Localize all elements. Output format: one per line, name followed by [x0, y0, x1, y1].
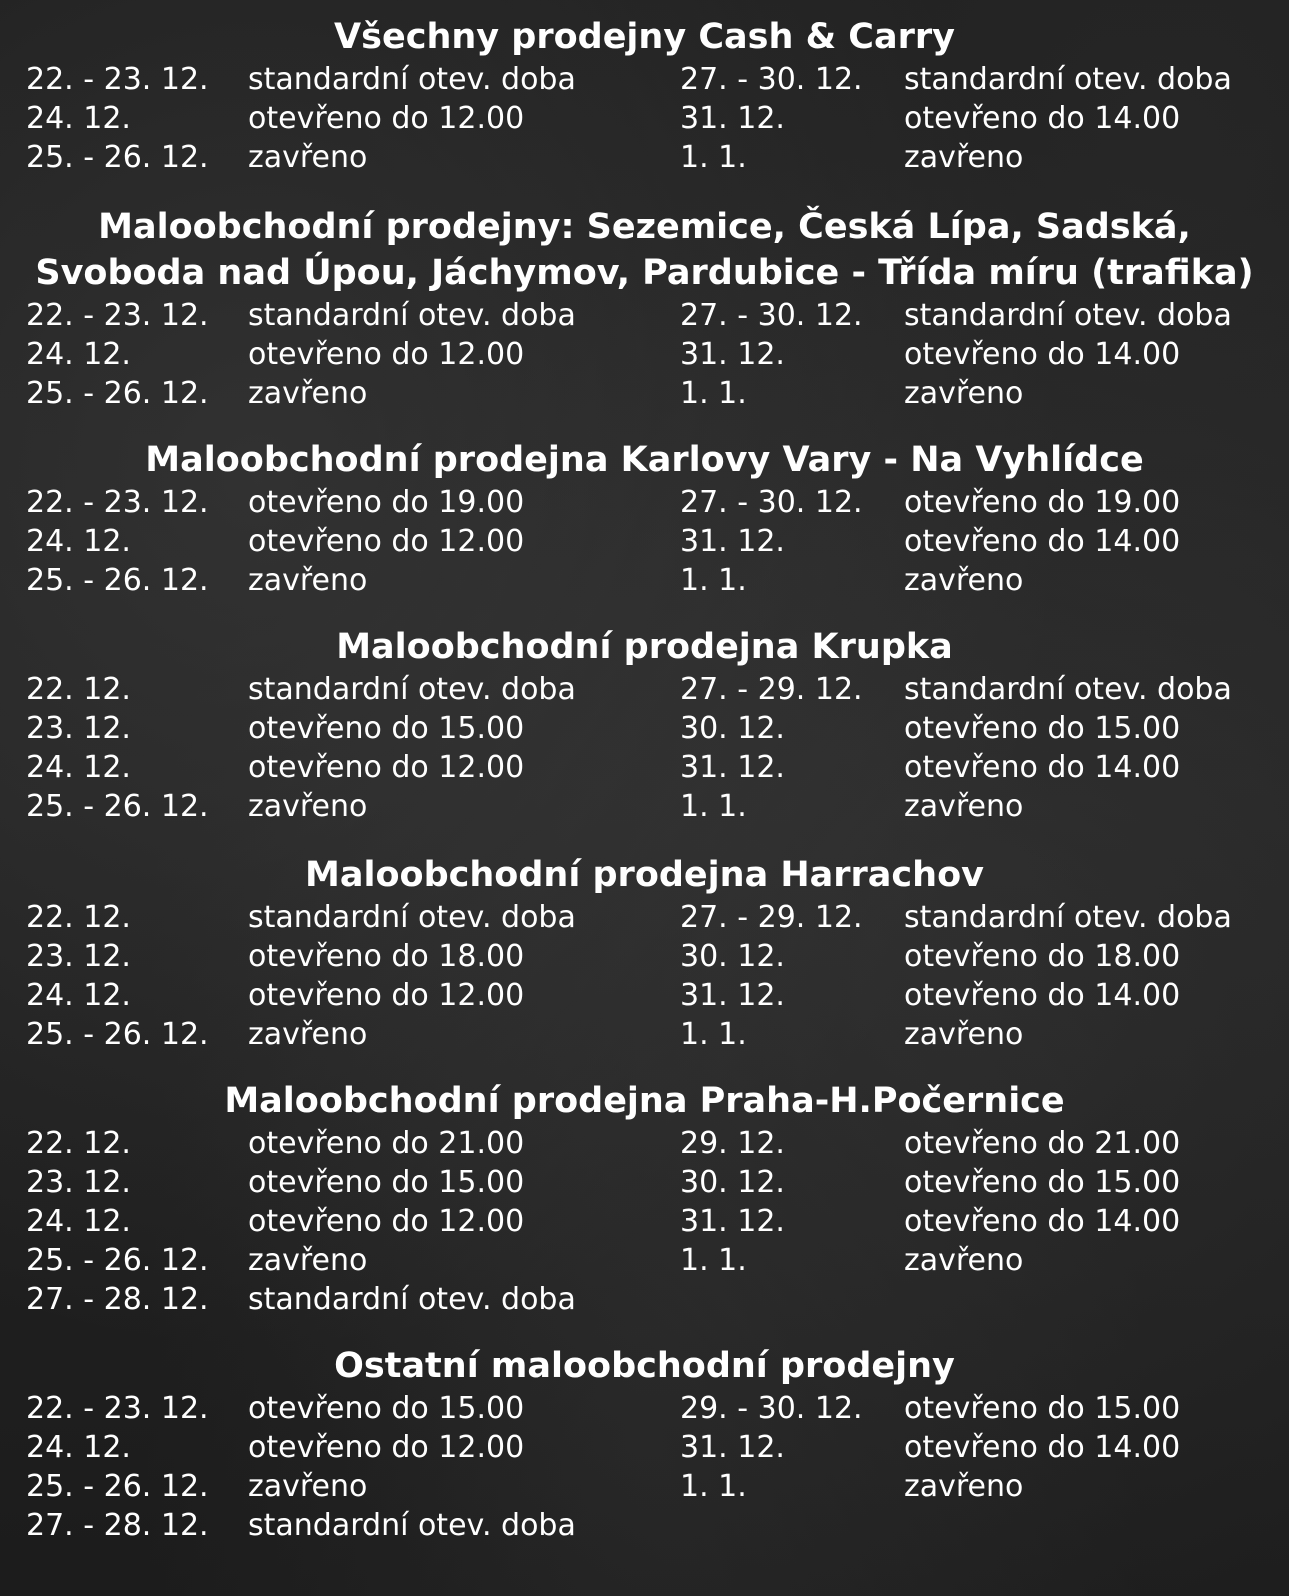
hours-right: otevřeno do 14.00 [904, 1430, 1181, 1465]
schedule-row [0, 937, 1289, 976]
schedule-row [0, 976, 1289, 1015]
date-left: 25. - 26. 12. [26, 376, 209, 411]
hours-left: otevřeno do 12.00 [248, 337, 525, 372]
date-left: 25. - 26. 12. [26, 563, 209, 598]
hours-left: otevřeno do 12.00 [248, 1430, 525, 1465]
hours-right: standardní otev. doba [904, 672, 1232, 707]
date-left: 24. 12. [26, 101, 131, 136]
date-left: 25. - 26. 12. [26, 140, 209, 175]
schedule-row [0, 1428, 1289, 1467]
schedule-row [0, 787, 1289, 826]
date-left: 24. 12. [26, 524, 131, 559]
schedule-row [0, 138, 1289, 177]
store-section [0, 204, 1289, 413]
date-right: 31. 12. [680, 337, 785, 372]
section-heading: Maloobchodní prodejna Krupka [336, 627, 953, 667]
hours-left: standardní otev. doba [248, 672, 576, 707]
schedule-row [0, 561, 1289, 600]
date-left: 22. - 23. 12. [26, 298, 209, 333]
hours-right: otevřeno do 14.00 [904, 337, 1181, 372]
date-left: 27. - 28. 12. [26, 1282, 209, 1317]
date-right: 31. 12. [680, 1430, 785, 1465]
date-left: 22. 12. [26, 672, 131, 707]
schedule-row [0, 1241, 1289, 1280]
date-left: 22. - 23. 12. [26, 62, 209, 97]
hours-left: otevřeno do 12.00 [248, 1204, 525, 1239]
hours-right: zavřeno [904, 789, 1024, 824]
date-left: 27. - 28. 12. [26, 1508, 209, 1543]
hours-left: zavřeno [248, 1469, 368, 1504]
date-right: 27. - 30. 12. [680, 298, 863, 333]
hours-right: otevřeno do 14.00 [904, 524, 1181, 559]
hours-right: zavřeno [904, 1243, 1024, 1278]
date-right: 27. - 30. 12. [680, 485, 863, 520]
date-left: 22. 12. [26, 1126, 131, 1161]
schedule-row [0, 748, 1289, 787]
schedule-rows [0, 296, 1289, 413]
date-right: 30. 12. [680, 1165, 785, 1200]
schedule-row [0, 335, 1289, 374]
schedule-row [0, 1124, 1289, 1163]
schedule-rows [0, 60, 1289, 177]
hours-left: otevřeno do 15.00 [248, 1391, 525, 1426]
date-left: 24. 12. [26, 1430, 131, 1465]
hours-left: standardní otev. doba [248, 298, 576, 333]
section-heading: Všechny prodejny Cash & Carry [334, 17, 955, 57]
hours-right: otevřeno do 15.00 [904, 711, 1181, 746]
hours-right: otevřeno do 14.00 [904, 750, 1181, 785]
schedule-row [0, 1202, 1289, 1241]
hours-right: standardní otev. doba [904, 900, 1232, 935]
hours-left: otevřeno do 18.00 [248, 939, 525, 974]
hours-left: zavřeno [248, 376, 368, 411]
date-left: 23. 12. [26, 711, 131, 746]
schedule-row [0, 374, 1289, 413]
date-right: 1. 1. [680, 376, 747, 411]
section-heading: Svoboda nad Úpou, Jáchymov, Pardubice - Třída míru (trafika) [35, 253, 1254, 293]
date-right: 29. 12. [680, 1126, 785, 1161]
hours-left: zavřeno [248, 1017, 368, 1052]
date-right: 31. 12. [680, 101, 785, 136]
schedule-row [0, 1280, 1289, 1319]
store-section [0, 852, 1289, 1054]
date-right: 30. 12. [680, 711, 785, 746]
date-right: 31. 12. [680, 1204, 785, 1239]
schedule-row [0, 296, 1289, 335]
date-right: 29. - 30. 12. [680, 1391, 863, 1426]
schedule-rows [0, 670, 1289, 826]
hours-left: zavřeno [248, 789, 368, 824]
date-left: 22. - 23. 12. [26, 1391, 209, 1426]
hours-left: zavřeno [248, 563, 368, 598]
date-left: 24. 12. [26, 1204, 131, 1239]
store-section [0, 1343, 1289, 1545]
hours-left: otevřeno do 12.00 [248, 750, 525, 785]
schedule-rows [0, 1389, 1289, 1545]
hours-right: zavřeno [904, 140, 1024, 175]
date-left: 25. - 26. 12. [26, 1243, 209, 1278]
hours-left: standardní otev. doba [248, 1282, 576, 1317]
hours-right: zavřeno [904, 376, 1024, 411]
hours-right: standardní otev. doba [904, 62, 1232, 97]
schedule-rows [0, 483, 1289, 600]
store-section [0, 624, 1289, 826]
schedule-row [0, 670, 1289, 709]
hours-right: otevřeno do 19.00 [904, 485, 1181, 520]
hours-left: otevřeno do 15.00 [248, 1165, 525, 1200]
hours-left: standardní otev. doba [248, 900, 576, 935]
schedule-row [0, 1163, 1289, 1202]
date-right: 31. 12. [680, 750, 785, 785]
hours-left: standardní otev. doba [248, 62, 576, 97]
date-right: 27. - 29. 12. [680, 900, 863, 935]
hours-left: otevřeno do 12.00 [248, 101, 525, 136]
date-left: 23. 12. [26, 939, 131, 974]
schedule-rows [0, 898, 1289, 1054]
hours-right: otevřeno do 14.00 [904, 101, 1181, 136]
date-right: 31. 12. [680, 524, 785, 559]
schedule-row [0, 522, 1289, 561]
schedule-row [0, 1015, 1289, 1054]
date-left: 24. 12. [26, 750, 131, 785]
date-left: 25. - 26. 12. [26, 789, 209, 824]
date-left: 22. 12. [26, 900, 131, 935]
hours-left: zavřeno [248, 140, 368, 175]
date-right: 1. 1. [680, 789, 747, 824]
hours-left: otevřeno do 12.00 [248, 524, 525, 559]
store-section [0, 437, 1289, 600]
store-section [0, 1078, 1289, 1319]
hours-right: otevřeno do 18.00 [904, 939, 1181, 974]
date-right: 1. 1. [680, 140, 747, 175]
date-left: 25. - 26. 12. [26, 1017, 209, 1052]
schedule-rows [0, 1124, 1289, 1319]
store-section [0, 14, 1289, 177]
hours-left: zavřeno [248, 1243, 368, 1278]
hours-left: otevřeno do 15.00 [248, 711, 525, 746]
hours-left: otevřeno do 19.00 [248, 485, 525, 520]
date-right: 30. 12. [680, 939, 785, 974]
date-left: 22. - 23. 12. [26, 485, 209, 520]
section-heading: Maloobchodní prodejny: Sezemice, Česká Lípa, Sadská, [98, 207, 1191, 247]
date-right: 31. 12. [680, 978, 785, 1013]
hours-right: otevřeno do 15.00 [904, 1391, 1181, 1426]
hours-left: standardní otev. doba [248, 1508, 576, 1543]
schedule-row [0, 483, 1289, 522]
hours-right: zavřeno [904, 1017, 1024, 1052]
date-right: 1. 1. [680, 1469, 747, 1504]
hours-right: zavřeno [904, 1469, 1024, 1504]
hours-right: otevřeno do 14.00 [904, 1204, 1181, 1239]
date-right: 27. - 30. 12. [680, 62, 863, 97]
section-heading: Maloobchodní prodejna Harrachov [305, 855, 984, 895]
date-right: 1. 1. [680, 563, 747, 598]
hours-right: otevřeno do 15.00 [904, 1165, 1181, 1200]
schedule-row [0, 60, 1289, 99]
date-left: 24. 12. [26, 337, 131, 372]
hours-left: otevřeno do 12.00 [248, 978, 525, 1013]
date-right: 1. 1. [680, 1243, 747, 1278]
hours-right: otevřeno do 21.00 [904, 1126, 1181, 1161]
hours-left: otevřeno do 21.00 [248, 1126, 525, 1161]
section-heading: Ostatní maloobchodní prodejny [334, 1346, 955, 1386]
hours-right: zavřeno [904, 563, 1024, 598]
section-heading: Maloobchodní prodejna Karlovy Vary - Na Vyhlídce [145, 440, 1144, 480]
section-heading: Maloobchodní prodejna Praha-H.Počernice [224, 1081, 1065, 1121]
schedule-row [0, 99, 1289, 138]
hours-right: otevřeno do 14.00 [904, 978, 1181, 1013]
date-right: 1. 1. [680, 1017, 747, 1052]
date-right: 27. - 29. 12. [680, 672, 863, 707]
schedule-row [0, 1506, 1289, 1545]
schedule-row [0, 1467, 1289, 1506]
schedule-row [0, 898, 1289, 937]
date-left: 25. - 26. 12. [26, 1469, 209, 1504]
hours-right: standardní otev. doba [904, 298, 1232, 333]
date-left: 23. 12. [26, 1165, 131, 1200]
schedule-row [0, 1389, 1289, 1428]
schedule-row [0, 709, 1289, 748]
date-left: 24. 12. [26, 978, 131, 1013]
